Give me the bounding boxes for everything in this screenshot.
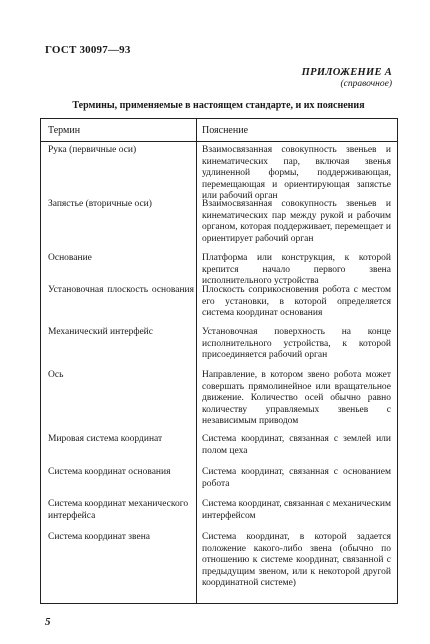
explanation-cell: Система координат, в которой задается положение какого-либо звена (обычно по отношению к системе координат, связанной с предыдущим звеном, или к некоторой другой координатной системе)	[202, 532, 391, 588]
appendix-title: ПРИЛОЖЕНИЕ А	[301, 67, 392, 78]
explanation-cell: Направление, в котором звено робота может совершать прямолинейное или вращательное движение. Количество осей обычно равно количеству управляемых звеньев с независимым приводом	[202, 370, 391, 426]
explanation-cell: Платформа или конструкция, к которой крепится начало первого звена исполнительного устройства	[202, 253, 391, 286]
column-header-explanation: Пояснение	[202, 125, 249, 136]
explanation-cell: Система координат, связанная с механическим интерфейсом	[202, 499, 391, 521]
term-cell: Система координат звена	[48, 532, 150, 542]
explanation-cell: Взаимосвязанная совокупность звеньев и кинематических пар, включая звенья удлиненной формы, поддерживающая, перемещающая и ориентирующая запястье или рабочий орган	[202, 145, 391, 201]
table-caption: Термины, применяемые в настоящем стандарте, и их пояснения	[72, 100, 365, 111]
term-cell: Запястье (вторичные оси)	[48, 199, 152, 209]
term-cell: Мировая система координат	[48, 434, 163, 444]
table-header-row	[41, 119, 397, 142]
appendix-heading	[302, 67, 392, 90]
column-header-term: Термин	[48, 125, 81, 136]
term-cell: Ось	[48, 370, 64, 380]
column-divider	[196, 119, 197, 141]
term-cell: Основание	[48, 253, 92, 263]
appendix-note: (справочное)	[340, 79, 392, 89]
explanation-cell: Взаимосвязанная совокупность звеньев и кинематических пар между рукой и рабочим органом, которая поддерживает, перемещает и ориентирует рабочий орган	[202, 199, 391, 244]
terms-table	[40, 118, 398, 604]
page-number: 5	[45, 616, 51, 628]
column-divider	[196, 141, 197, 603]
term-cell: Система координат основания	[48, 467, 171, 477]
explanation-cell: Установочная поверхность на конце исполнительного устройства, к которой присоединяется рабочий орган	[202, 327, 391, 360]
standard-designation: ГОСТ 30097—93	[45, 44, 131, 56]
explanation-cell: Система координат, связанная с землей или полом цеха	[202, 434, 391, 456]
term-cell: Установочная плоскость основания	[48, 285, 194, 295]
explanation-cell: Плоскость соприкосновения робота с местом его установки, в которой определяется система координат основания	[202, 285, 391, 318]
term-cell: Система координат механического интерфейса	[48, 499, 189, 521]
term-cell: Рука (первичные оси)	[48, 145, 137, 155]
term-cell: Механический интерфейс	[48, 327, 153, 337]
explanation-cell: Система координат, связанная с основанием робота	[202, 467, 391, 489]
